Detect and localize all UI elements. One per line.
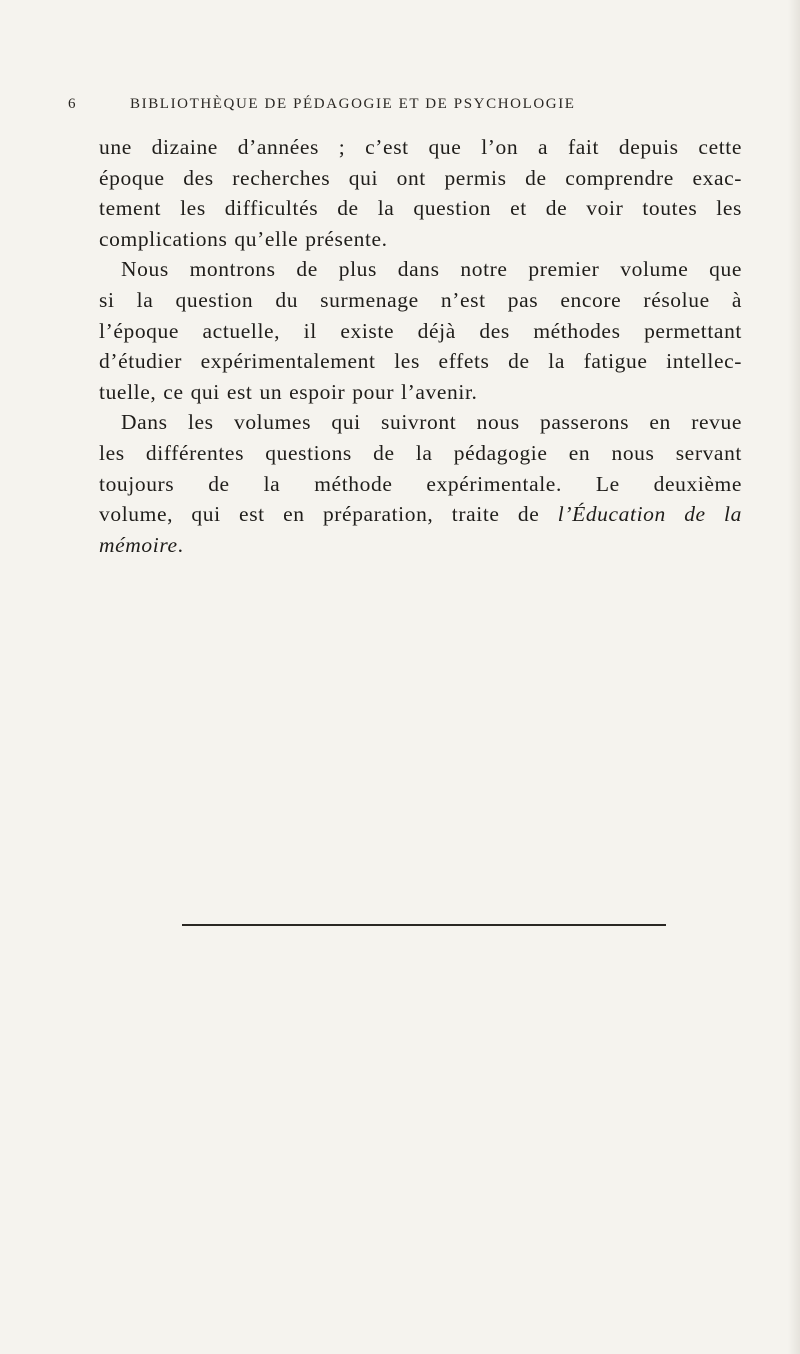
text-punctuation: . bbox=[177, 532, 184, 557]
text-line: les différentes questions de la pédagogie en nous servant bbox=[99, 440, 742, 465]
text-line: toujours de la méthode expérimentale. Le deuxième bbox=[99, 471, 742, 496]
text-line bbox=[99, 499, 742, 530]
text-line: l’époque actuelle, il existe déjà des méthodes permettant bbox=[99, 318, 742, 343]
running-head bbox=[68, 96, 740, 120]
text-line bbox=[99, 530, 742, 561]
text-line: si la question du surmenage n’est pas encore résolue à bbox=[99, 287, 742, 312]
text-line: tuelle, ce qui est un espoir pour l’avenir. bbox=[99, 379, 478, 404]
text-line: tement les difficultés de la question et de voir toutes les bbox=[99, 196, 742, 221]
body-text bbox=[99, 132, 742, 560]
section-rule bbox=[182, 924, 666, 926]
running-title: BIBLIOTHÈQUE DE PÉDAGOGIE ET DE PSYCHOLOGIE bbox=[130, 96, 576, 112]
page-number: 6 bbox=[68, 96, 77, 112]
text-line: d’étudier expérimentalement les effets de la fatigue intellec- bbox=[99, 349, 742, 374]
text-line: Nous montrons de plus dans notre premier volume que bbox=[121, 257, 742, 282]
page-edge-shadow bbox=[788, 0, 800, 1354]
book-title-continued: mémoire bbox=[99, 532, 178, 557]
text-line: complications qu’elle présente. bbox=[99, 226, 388, 251]
text-segment: volume, qui est en préparation, traite de bbox=[99, 502, 558, 527]
text-line: une dizaine d’années ; c’est que l’on a fait depuis cette bbox=[99, 135, 742, 159]
book-title: l’Éducation de la bbox=[557, 502, 742, 527]
text-line: Dans les volumes qui suivront nous passerons en revue bbox=[121, 410, 742, 435]
text-line: époque des recherches qui ont permis de comprendre exac- bbox=[99, 165, 742, 190]
